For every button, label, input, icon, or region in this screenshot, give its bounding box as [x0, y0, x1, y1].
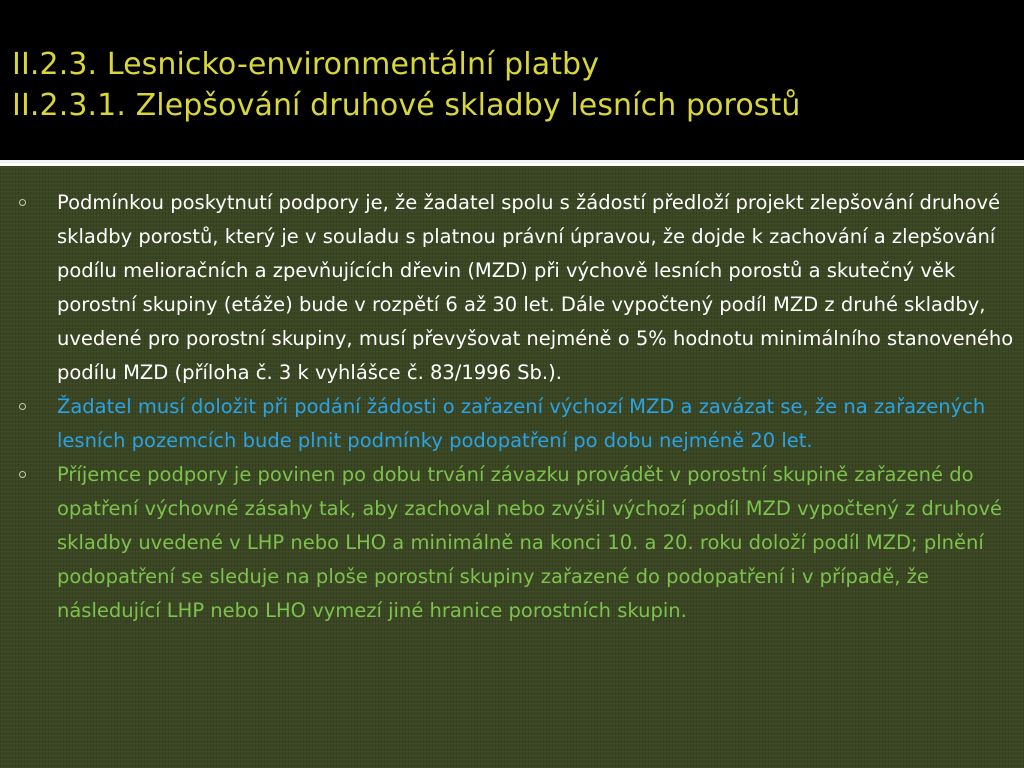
slide-title-line-1: II.2.3. Lesnicko-environmentální platby [12, 47, 600, 82]
slide-title-line-2: II.2.3.1. Zlepšování druhové skladby lesních porostů [12, 88, 801, 123]
bullet-circle-icon [19, 403, 26, 410]
slide-content [0, 166, 1024, 768]
bullet-text-3: Příjemce podpory je povinen po dobu trvání závazku provádět v porostní skupině zařazené do opatření výchovné zásahy tak, aby zachoval nebo zvýšil výchozí podíl MZD vypočtený z druhové skladby uvedené v LHP nebo LHO a minimálně na konci 10. a 20. roku doloží podíl MZD; plnění podopatření se sleduje na ploše porostní skupiny zařazené do podopatření i v případě, že následující LHP nebo LHO vymezí jiné hranice porostních skupin. [57, 463, 1002, 622]
slide-title [12, 44, 800, 126]
bullet-item-1 [0, 186, 1024, 390]
bullet-item-2 [0, 390, 1024, 458]
bullet-text-2: Žadatel musí doložit při podání žádosti o zařazení výchozí MZD a zavázat se, že na zařazených lesních pozemcích bude plnit podmínky podopatření po dobu nejméně 20 let. [57, 395, 986, 452]
bullet-circle-icon [19, 471, 26, 478]
bullet-list [0, 186, 1024, 628]
title-divider [0, 160, 1024, 163]
slide-title-bar [0, 0, 1024, 160]
bullet-circle-icon [19, 199, 26, 206]
bullet-item-3 [0, 458, 1024, 628]
bullet-text-1: Podmínkou poskytnutí podpory je, že žadatel spolu s žádostí předloží projekt zlepšování druhové skladby porostů, který je v souladu s platnou právní úpravou, že dojde k zachování a zlepšování podílu melioračních a zpevňujících dřevin (MZD) při výchově lesních porostů a skutečný věk porostní skupiny (etáže) bude v rozpětí 6 až 30 let. Dále vypočtený podíl MZD z druhé skladby, uvedené pro porostní skupiny, musí převyšovat nejméně o 5% hodnotu minimálního stanoveného podílu MZD (příloha č. 3 k vyhlášce č. 83/1996 Sb.). [57, 191, 1014, 384]
